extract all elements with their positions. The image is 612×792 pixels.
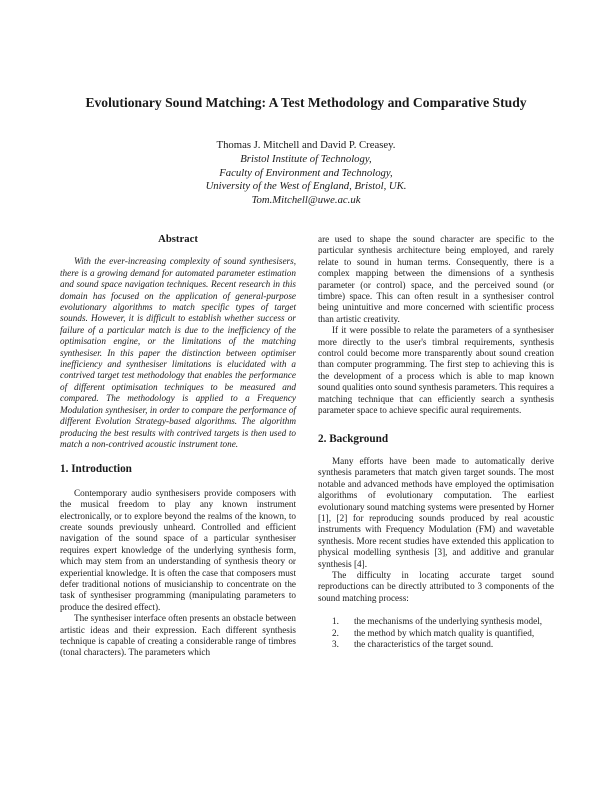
- list-item-text: the characteristics of the target sound.: [354, 639, 494, 649]
- numbered-list: [318, 616, 554, 650]
- abstract-text: With the ever-increasing complexity of sound synthesisers, there is a growing demand for automated parameter estimation and sound space navigation techniques. Recent research in this domain has focused on the application of general-purpose evolutionary algorithms to match specific types of target sounds. However, it is difficult to establish whether success or failure of a particular match is due to the inefficiency of the optimisation engine, or the limitations of the matching synthesiser. In this paper the distinction between optimiser inefficiency and synthesiser limitations is elucidated with a contrived target test methodology that enables the performance of different optimisation techniques to be measured and compared. The methodology is applied to a Frequency Modulation synthesiser, in order to compare the performance of different Evolution Strategy-based algorithms. The algorithm producing the best results with contrived targets is then used to match a non-contrived acoustic instrument tone.: [60, 256, 296, 449]
- body-paragraph: Contemporary audio synthesisers provide composers with the musical freedom to play any known instrument electronically, or to explore beyond the realms of the known, to create sounds previously unheard. Controlled and efficient navigation of the sound space of a particular synthesiser requires expert knowledge of the underlying synthesis form, which may stem from an understanding of synthesis theory or experiential knowledge. It is often the case that composers must defer traditional notions of musicianship to concentrate on the task of synthesiser programming (manipulating parameters to produce the desired effect).: [60, 487, 296, 612]
- paper-title: Evolutionary Sound Matching: A Test Methodology and Comparative Study: [85, 95, 527, 110]
- body-paragraph: Many efforts have been made to automatically derive synthesis parameters that match given target sounds. The most notable and advanced methods have employed the optimisation algorithms of evolutionary computation. The earliest evolutionary sound matching systems were presented by Horner [1], [2] for reproducing sounds produced by real acoustic instruments with Frequency Modulation (FM) and wavetable synthesis. More recent studies have extended this application to physical modelling synthesis [3], and additive and granular synthesis [4].: [318, 455, 555, 569]
- list-item: [318, 639, 554, 650]
- author-block: [0, 139, 612, 208]
- list-number: 1.: [332, 616, 339, 627]
- abstract-heading: Abstract: [158, 233, 198, 245]
- list-number: 2.: [332, 627, 339, 638]
- body-paragraph: The synthesiser interface often presents an obstacle between artistic ideas and their expression. Each different synthesis technique is capable of creating a considerable range of timbres (tonal characters). The parameters which: [60, 613, 296, 658]
- list-item: [318, 616, 554, 627]
- left-column: [60, 234, 296, 659]
- right-column: [318, 234, 554, 650]
- list-item: [318, 628, 554, 639]
- author-email: Tom.Mitchell@uwe.ac.uk: [251, 194, 361, 207]
- affiliation-line: Bristol Institute of Technology,: [240, 152, 372, 165]
- body-paragraph: If it were possible to relate the parameters of a synthesiser more directly to the user's timbral requirements, synthesis control could become more transparently about sound creation than computer programming. The first step to achieving this is the development of a process which is able to map known sound qualities onto sound synthesis parameters. This requires a matching technique that can efficiently search a synthesis parameter space to achieve specific aural requirements.: [318, 325, 554, 416]
- list-item-text: the method by which match quality is quantified,: [354, 627, 535, 638]
- body-paragraph-continued: are used to shape the sound character are specific to the particular synthesis architecture being employed, and rarely relate to sound in human terms. Consequently, there is a complex mapping between the dimensions of a synthesis parameter (or control) space, and the perceived sound (or timbre) space. This can often result in a synthesiser control being unintuitive and more concerned with scientific process than artistic creativity.: [318, 234, 554, 324]
- body-paragraph: The difficulty in locating accurate target sound reproductions can be directly attributed to 3 components of the sound matching process:: [318, 569, 554, 603]
- section-heading-background: 2. Background: [318, 432, 389, 445]
- list-item-text: the mechanisms of the underlying synthesis model,: [354, 616, 543, 627]
- affiliation-line: University of the West of England, Bristol, UK.: [205, 180, 407, 193]
- affiliation-line: Faculty of Environment and Technology,: [219, 166, 393, 179]
- list-number: 3.: [332, 639, 339, 649]
- section-heading-introduction: 1. Introduction: [60, 463, 132, 476]
- author-names: Thomas J. Mitchell and David P. Creasey.: [216, 139, 396, 151]
